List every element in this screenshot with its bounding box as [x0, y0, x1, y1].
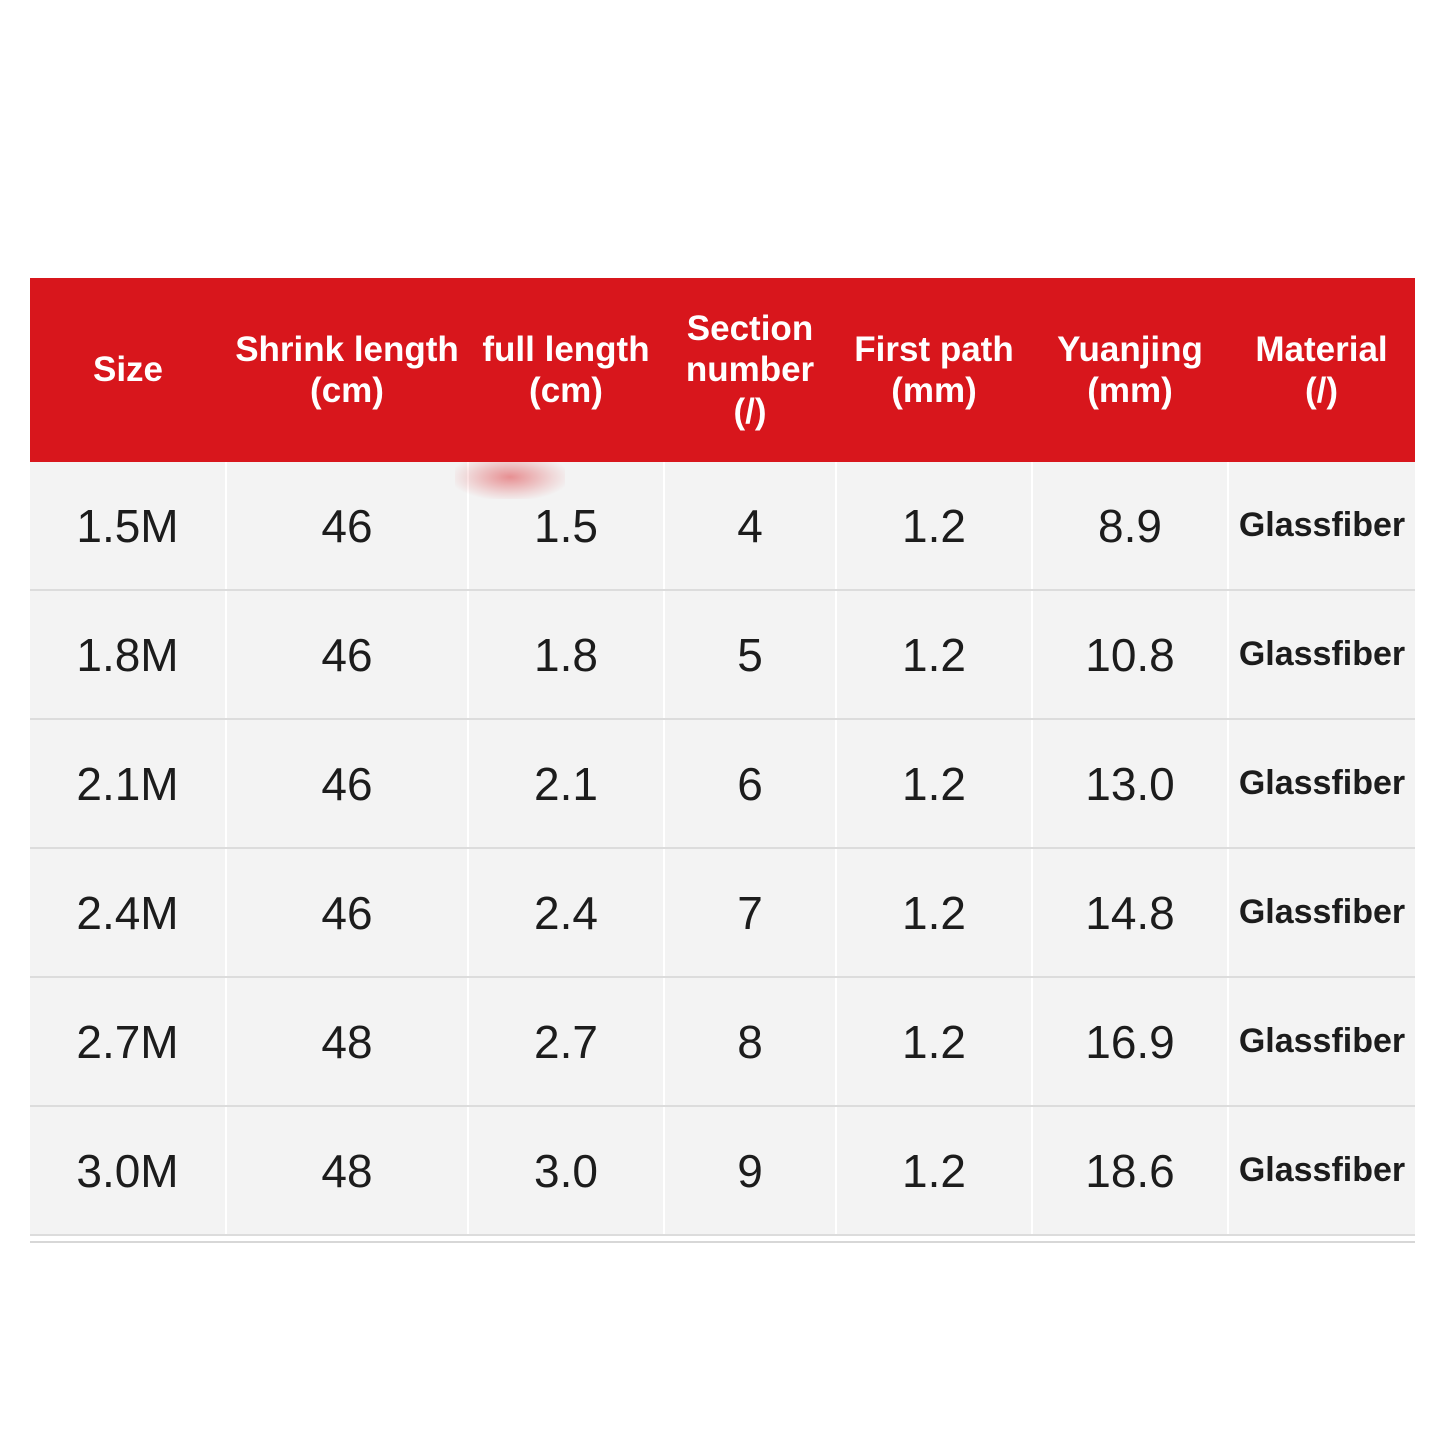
cell-first-path: 1.2: [836, 1106, 1032, 1235]
column-header-full-length-line2: (cm): [529, 371, 603, 410]
cell-section-number: 9: [664, 1106, 836, 1235]
cell-yuanjing: 10.8: [1032, 590, 1228, 719]
table-body: [30, 462, 1415, 1235]
cell-yuanjing: 18.6: [1032, 1106, 1228, 1235]
column-header-section-number-line1: Section: [686, 309, 814, 349]
cell-first-path: 1.2: [836, 977, 1032, 1106]
column-header-section-number: [664, 278, 836, 462]
cell-material: Glassfiber: [1228, 848, 1415, 977]
column-header-full-length: [468, 278, 664, 462]
cell-size: 2.7M: [30, 977, 226, 1106]
cell-full-length: 2.4: [468, 848, 664, 977]
cell-full-length: 2.1: [468, 719, 664, 848]
cell-material: Glassfiber: [1228, 590, 1415, 719]
cell-size: 1.5M: [30, 462, 226, 590]
cell-shrink-length: 46: [226, 590, 468, 719]
cell-size: 3.0M: [30, 1106, 226, 1235]
table-bottom-divider: [30, 1241, 1415, 1243]
cell-section-number: 7: [664, 848, 836, 977]
table-row: [30, 977, 1415, 1106]
cell-full-length: 1.5: [468, 462, 664, 590]
column-header-size: [30, 278, 226, 462]
cell-shrink-length: 46: [226, 719, 468, 848]
column-header-material-line2: (/): [1304, 371, 1339, 410]
column-header-yuanjing-line2: (mm): [1087, 371, 1173, 410]
cell-material: Glassfiber: [1228, 462, 1415, 590]
cell-full-length: 3.0: [468, 1106, 664, 1235]
cell-full-length: 2.7: [468, 977, 664, 1106]
cell-first-path: 1.2: [836, 719, 1032, 848]
column-header-first-path: [836, 278, 1032, 462]
cell-first-path: 1.2: [836, 462, 1032, 590]
cell-size: 2.1M: [30, 719, 226, 848]
column-header-yuanjing: [1032, 278, 1228, 462]
cell-yuanjing: 16.9: [1032, 977, 1228, 1106]
cell-full-length: 1.8: [468, 590, 664, 719]
column-header-yuanjing-line1: Yuanjing: [1057, 329, 1203, 369]
cell-material: Glassfiber: [1228, 719, 1415, 848]
table-row: [30, 719, 1415, 848]
column-header-full-length-line1: full length: [482, 329, 650, 369]
cell-section-number: 4: [664, 462, 836, 590]
column-header-section-number-line2: number: [685, 350, 815, 390]
cell-material: Glassfiber: [1228, 1106, 1415, 1235]
cell-section-number: 6: [664, 719, 836, 848]
cell-first-path: 1.2: [836, 590, 1032, 719]
column-header-first-path-line2: (mm): [891, 371, 977, 410]
column-header-section-number-line3: (/): [733, 391, 767, 431]
cell-shrink-length: 46: [226, 462, 468, 590]
column-header-shrink-length-line1: Shrink length: [235, 329, 459, 369]
cell-yuanjing: 13.0: [1032, 719, 1228, 848]
column-header-size-line1: Size: [92, 350, 164, 390]
specification-table: [30, 278, 1415, 1236]
cell-shrink-length: 46: [226, 848, 468, 977]
table-row: [30, 848, 1415, 977]
table-row: [30, 462, 1415, 590]
column-header-shrink-length: [226, 278, 468, 462]
cell-shrink-length: 48: [226, 1106, 468, 1235]
table-row: [30, 1106, 1415, 1235]
table-header: [30, 278, 1415, 462]
cell-first-path: 1.2: [836, 848, 1032, 977]
cell-yuanjing: 14.8: [1032, 848, 1228, 977]
cell-shrink-length: 48: [226, 977, 468, 1106]
column-header-material: [1228, 278, 1415, 462]
column-header-first-path-line1: First path: [854, 329, 1014, 369]
cell-size: 1.8M: [30, 590, 226, 719]
column-header-material-line1: Material: [1255, 329, 1388, 369]
cell-size: 2.4M: [30, 848, 226, 977]
cell-yuanjing: 8.9: [1032, 462, 1228, 590]
cell-material: Glassfiber: [1228, 977, 1415, 1106]
table-row: [30, 590, 1415, 719]
cell-section-number: 8: [664, 977, 836, 1106]
table-header-row: [30, 278, 1415, 462]
cell-section-number: 5: [664, 590, 836, 719]
column-header-shrink-length-line2: (cm): [310, 371, 384, 410]
